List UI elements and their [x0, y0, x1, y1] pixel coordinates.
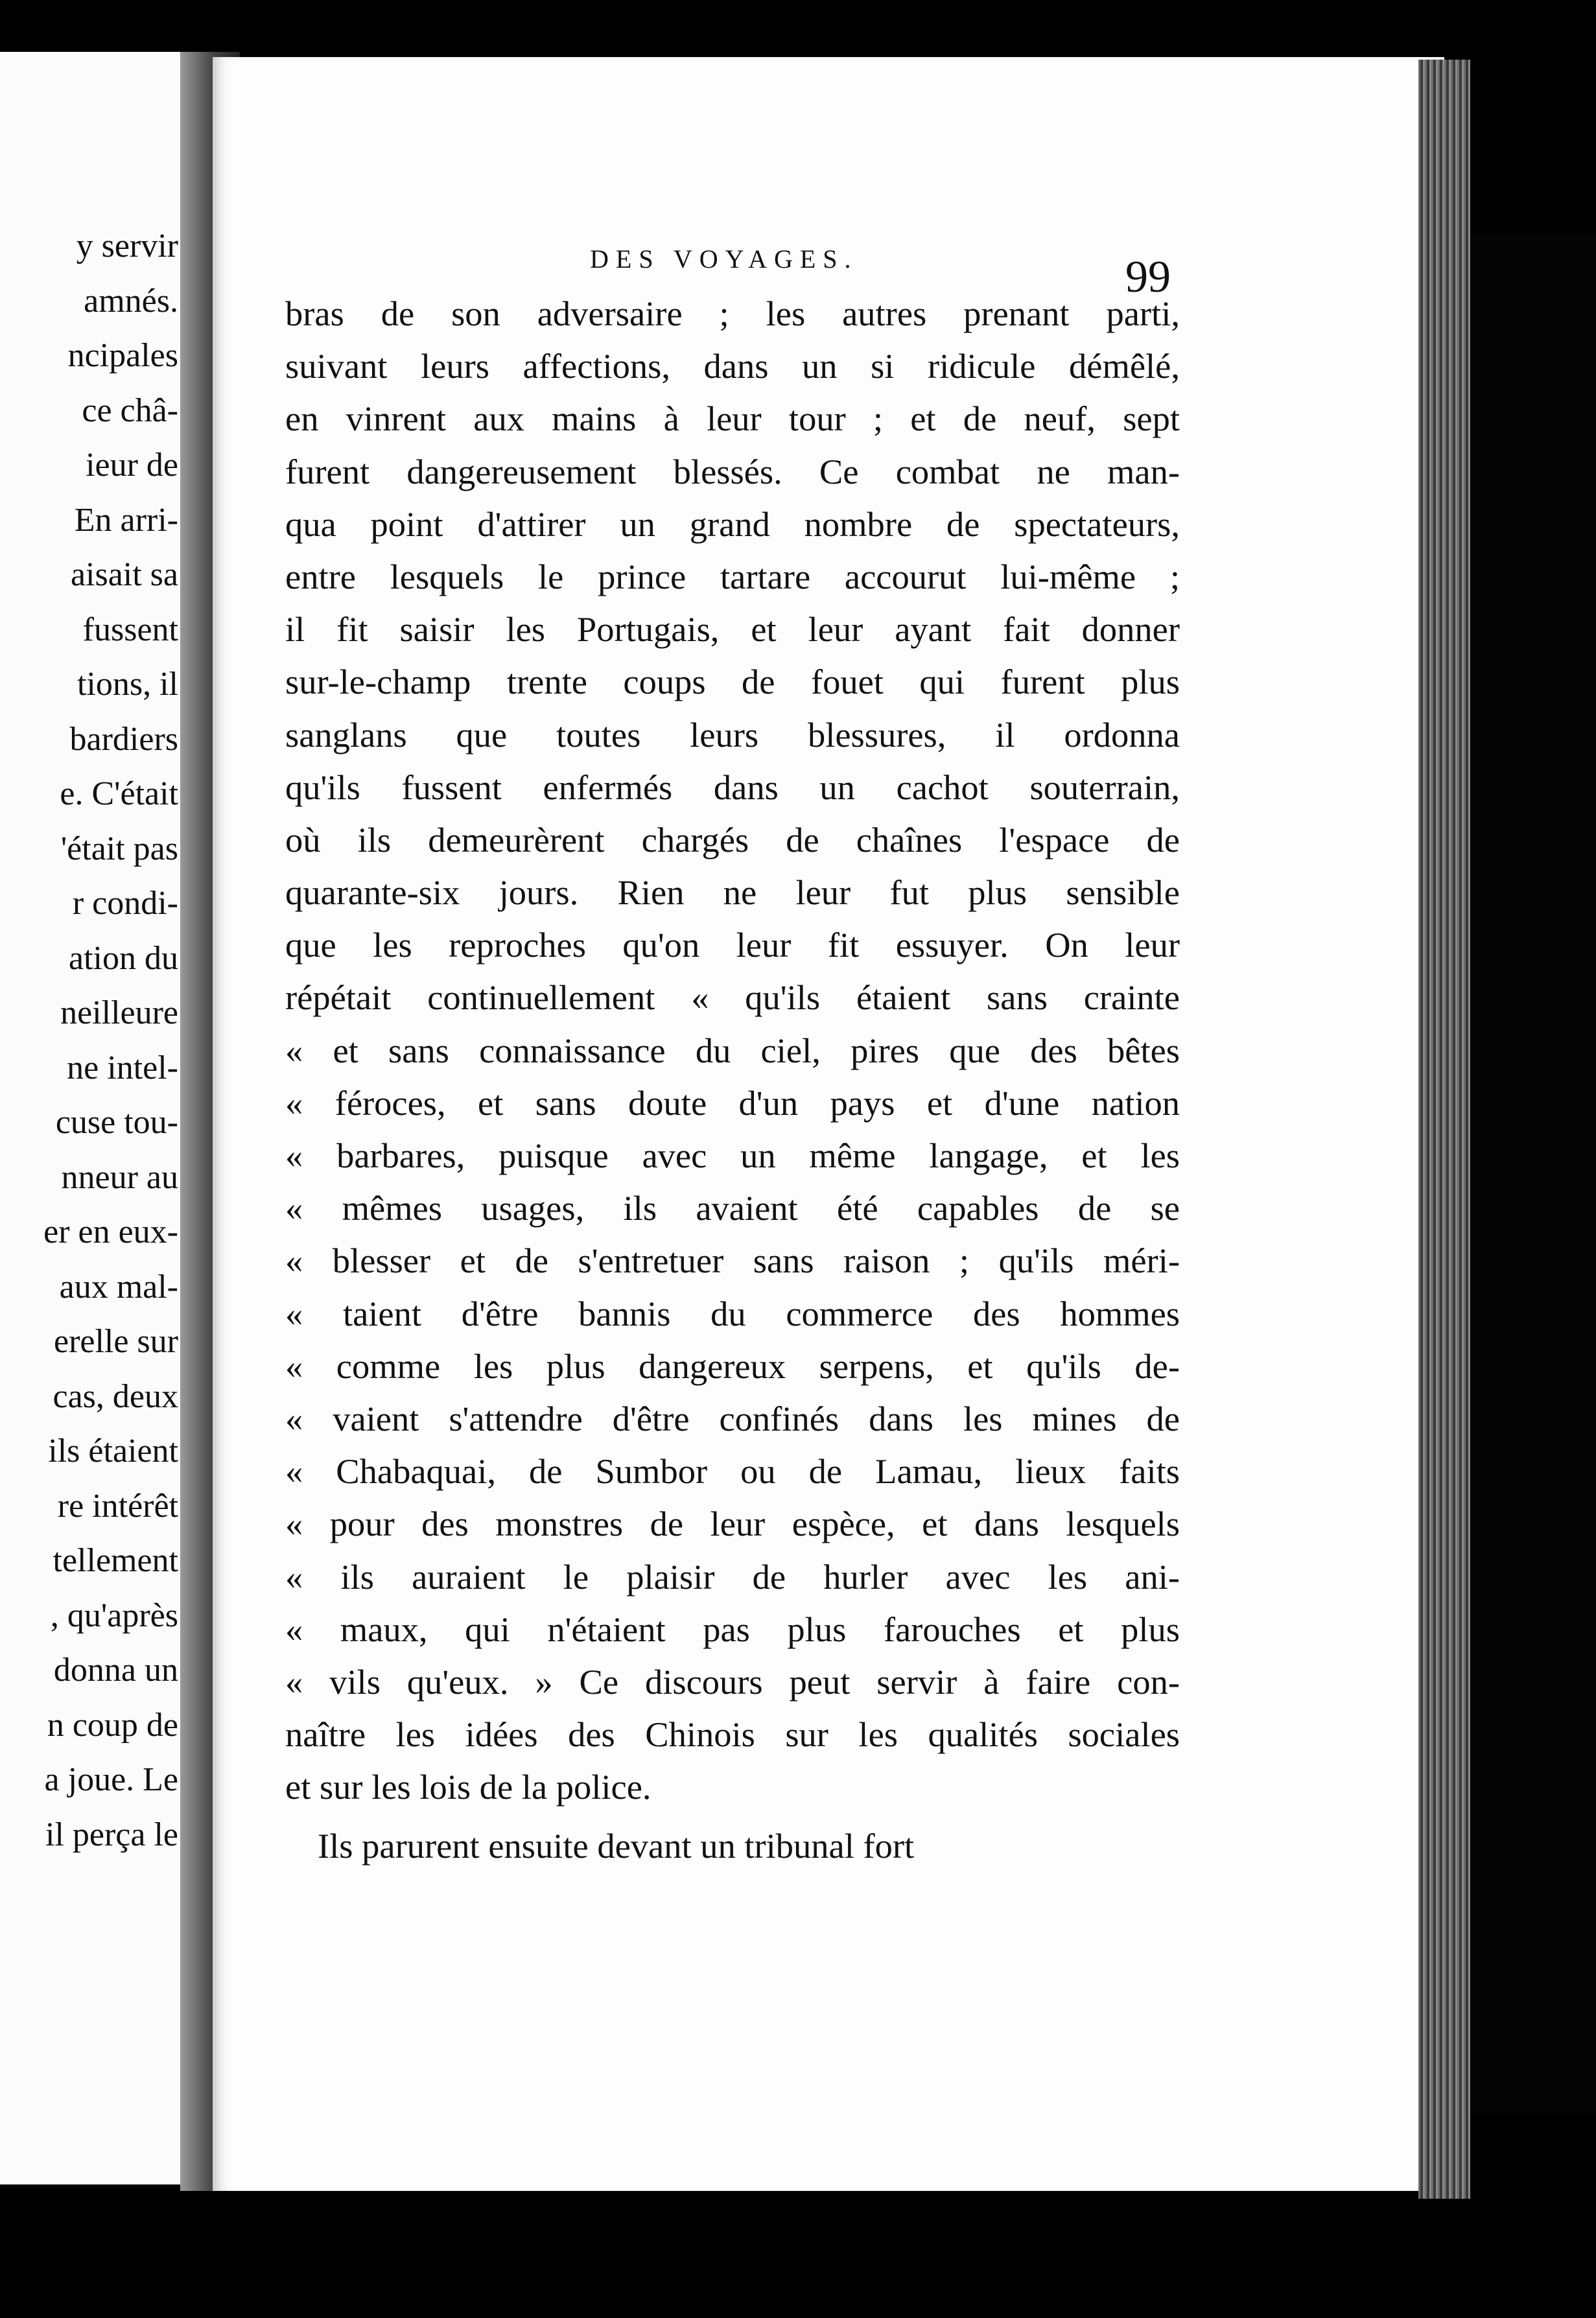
- text-line: quarante-six jours. Rien ne leur fut plus sensible: [285, 872, 1180, 913]
- previous-page-line: amnés.: [84, 282, 178, 320]
- previous-page-line: ce châ-: [82, 392, 178, 429]
- previous-page-line: , qu'après: [50, 1597, 178, 1634]
- page-edge: [1418, 60, 1470, 2199]
- previous-page-line: tellement: [53, 1542, 178, 1579]
- previous-page-line: cas, deux: [53, 1377, 178, 1415]
- previous-page-line: erelle sur: [53, 1323, 178, 1360]
- previous-page-line: ieur de: [86, 447, 178, 484]
- text-line: bras de son adversaire ; les autres prenant parti,: [285, 294, 1180, 333]
- previous-page-line: tions, il: [76, 666, 178, 703]
- text-line: sanglans que toutes leurs blessures, il ordonna: [285, 714, 1180, 755]
- previous-page-text: [0, 219, 178, 1862]
- previous-page-line: ncipales: [67, 337, 178, 374]
- text-line: « mêmes usages, ils avaient été capables de se: [285, 1188, 1180, 1228]
- text-line: « barbares, puisque avec un même langage, et les: [285, 1136, 1180, 1175]
- previous-page-line: re intérêt: [57, 1487, 178, 1525]
- previous-page-line: En arri-: [74, 501, 178, 539]
- text-line: sur-le-champ trente coups de fouet qui furent plus: [285, 662, 1180, 702]
- previous-page-line: a joue. Le: [44, 1761, 178, 1798]
- text-line: « pour des monstres de leur espèce, et dans lesquels: [285, 1504, 1180, 1544]
- text-line: « et sans connaissance du ciel, pires que des bêtes: [285, 1030, 1180, 1070]
- text-line: furent dangereusement blessés. Ce combat ne man-: [285, 451, 1180, 491]
- previous-page-line: ation du: [69, 939, 178, 977]
- text-line: « maux, qui n'étaient pas plus farouches et plus: [285, 1609, 1180, 1649]
- text-line: et sur les lois de la police.: [285, 1767, 651, 1807]
- previous-page-line: ils étaient: [48, 1433, 178, 1469]
- text-line: « vils qu'eux. » Ce discours peut servir à faire con-: [285, 1661, 1180, 1702]
- text-line: « blesser et de s'entretuer sans raison ; qu'ils méri-: [285, 1241, 1180, 1281]
- previous-page-line: bardiers: [69, 720, 178, 758]
- previous-page-line: donna un: [53, 1652, 178, 1689]
- previous-page-line: ne intel-: [67, 1049, 178, 1086]
- text-line: « féroces, et sans doute d'un pays et d'une nation: [285, 1083, 1180, 1123]
- text-line: « Chabaquai, de Sumbor ou de Lamau, lieux faits: [285, 1451, 1180, 1492]
- previous-page-line: 'était pas: [60, 830, 178, 867]
- text-line: « ils auraient le plaisir de hurler avec les ani-: [285, 1556, 1180, 1597]
- text-line: qua point d'attirer un grand nombre de spectateurs,: [285, 504, 1180, 544]
- text-line: entre lesquels le prince tartare accourut lui-même ;: [285, 556, 1180, 596]
- previous-page-line: fussent: [82, 611, 178, 648]
- previous-page-line: y servir: [76, 228, 178, 264]
- body-text: [285, 287, 1180, 1873]
- text-line: « comme les plus dangereux serpens, et qu'ils de-: [285, 1346, 1180, 1386]
- previous-page-line: er en eux-: [43, 1213, 178, 1250]
- text-line: « vaient s'attendre d'être confinés dans les mines de: [285, 1398, 1180, 1438]
- previous-page-line: nneur au: [61, 1158, 178, 1196]
- previous-page-line: neilleure: [60, 994, 178, 1031]
- text-line: en vinrent aux mains à leur tour ; et de neuf, sept: [285, 399, 1180, 439]
- book-background: [1470, 233, 1596, 2113]
- running-head: DES VOYAGES.: [590, 244, 858, 274]
- text-line: que les reproches qu'on leur fit essuyer. On leur: [285, 925, 1180, 965]
- text-line: naître les idées des Chinois sur les qualités sociales: [285, 1715, 1180, 1755]
- text-line: Ils parurent ensuite devant un tribunal fort: [318, 1826, 915, 1866]
- previous-page-line: cuse tou-: [55, 1104, 178, 1141]
- text-line: où ils demeurèrent chargés de chaînes l'espace de: [285, 819, 1180, 860]
- previous-page-line: aisait sa: [70, 556, 178, 593]
- previous-page-line: il perça le: [45, 1816, 178, 1853]
- text-line: qu'ils fussent enfermés dans un cachot souterrain,: [285, 767, 1180, 807]
- previous-page-line: e. C'était: [60, 775, 178, 812]
- page-number: 99: [1125, 252, 1171, 302]
- text-line: suivant leurs affections, dans un si ridicule démêlé,: [285, 346, 1180, 386]
- previous-page-line: aux mal-: [59, 1268, 178, 1305]
- text-line: répétait continuellement « qu'ils étaient sans crainte: [285, 978, 1180, 1018]
- previous-page-line: n coup de: [47, 1706, 178, 1744]
- text-line: « taient d'être bannis du commerce des hommes: [285, 1293, 1180, 1333]
- previous-page-line: r condi-: [72, 885, 178, 922]
- text-line: il fit saisir les Portugais, et leur ayant fait donner: [285, 609, 1180, 650]
